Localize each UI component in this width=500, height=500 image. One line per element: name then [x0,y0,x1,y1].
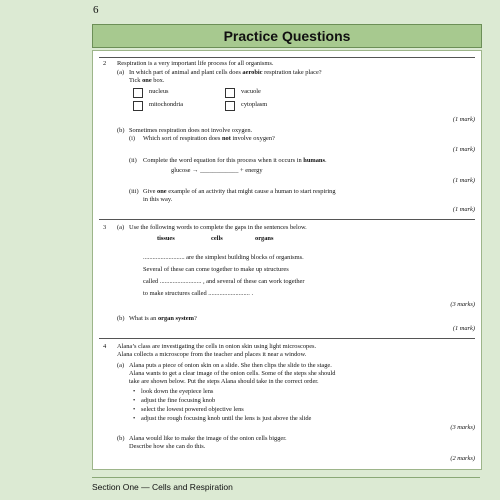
marks-label: (1 mark) [452,146,475,153]
option-label: cytoplasm [241,101,268,108]
page-title-text: Practice Questions [223,28,351,44]
question-text: Alana would like to make the image of the onion cells bigger. [129,435,287,442]
subpart-label: (ii) [129,157,137,164]
marks-label: (3 marks) [450,301,475,308]
word-bank-item: tissues [157,235,175,242]
gap-fill-line: called .......................... , and several of these can work together [143,278,305,285]
question-text: Describe how she can do this. [129,443,206,450]
question-text: take are shown below. Put the steps Alana should take in the correct order. [129,378,319,385]
gap-fill-line: .......................... are the simplest building blocks of organisms. [143,254,304,261]
question-text: in this way. [143,196,173,203]
option-label: nucleus [149,88,169,95]
question-text: Sometimes respiration does not involve oxygen. [129,127,253,134]
instruction-text: Tick one box. [129,77,165,84]
option-label: mitochondria [149,101,184,108]
word-equation: glucose → ____________ + energy [171,167,263,174]
question-text: Use the following words to complete the gaps in the sentences below. [129,224,307,231]
part-label: (a) [117,224,125,231]
checkbox-cytoplasm[interactable] [225,101,235,111]
list-item: • adjust the rough focusing knob until the lens is just above the slide [141,415,311,424]
question-text: Which sort of respiration does not involve oxygen? [143,135,275,142]
marks-label: (1 mark) [452,177,475,184]
part-label: (a) [117,362,125,369]
question-number: 3 [103,224,107,231]
question-sheet [92,50,482,470]
part-label: (b) [117,315,125,322]
question-intro: Alana’s class are investigating the cells in onion skin using light microscopes. [117,343,317,350]
marks-label: (1 mark) [452,116,475,123]
checkbox-mitochondria[interactable] [133,101,143,111]
part-label: (a) [117,69,125,76]
subpart-label: (iii) [129,188,139,195]
divider [99,219,475,220]
question-text: Give one example of an activity that might cause a human to start respiring [143,188,336,195]
marks-label: (2 marks) [450,455,475,462]
gap-fill-line: to make structures called .......................... . [143,290,254,297]
footer-rule [92,477,480,478]
marks-label: (1 mark) [452,206,475,213]
part-label: (b) [117,127,125,134]
marks-label: (1 mark) [452,325,475,332]
page-title [92,24,482,48]
checkbox-vacuole[interactable] [225,88,235,98]
list-item: • select the lowest powered objective lens [141,406,244,415]
gap-fill-line: Several of these can come together to make up structures [143,266,289,273]
question-intro: Alana collects a microscope from the teacher and places it near a window. [117,351,307,358]
question-intro: Respiration is a very important life process for all organisms. [117,60,274,67]
question-number: 4 [103,343,107,350]
divider [99,338,475,339]
word-bank-item: organs [255,235,274,242]
question-text: Alana puts a piece of onion skin on a slide. She then clips the slide to the stage. [129,362,332,369]
word-bank-item: cells [211,235,223,242]
divider [99,57,475,58]
option-label: vacuole [241,88,261,95]
part-label: (b) [117,435,125,442]
marks-label: (3 marks) [450,424,475,431]
list-item: • adjust the fine focusing knob [141,397,215,406]
question-text: Alana wants to get a clear image of the onion cells. Some of the steps she should [129,370,336,377]
question-number: 2 [103,60,107,67]
question-text: In which part of animal and plant cells does aerobic respiration take place? [129,69,322,76]
list-item: • look down the eyepiece lens [141,388,213,397]
question-text: Complete the word equation for this process when it occurs in humans. [143,157,327,164]
checkbox-nucleus[interactable] [133,88,143,98]
subpart-label: (i) [129,135,136,142]
page-number: 6 [93,4,99,16]
footer-section-title: Section One — Cells and Respiration [92,482,233,492]
question-text: What is an organ system? [129,315,197,322]
